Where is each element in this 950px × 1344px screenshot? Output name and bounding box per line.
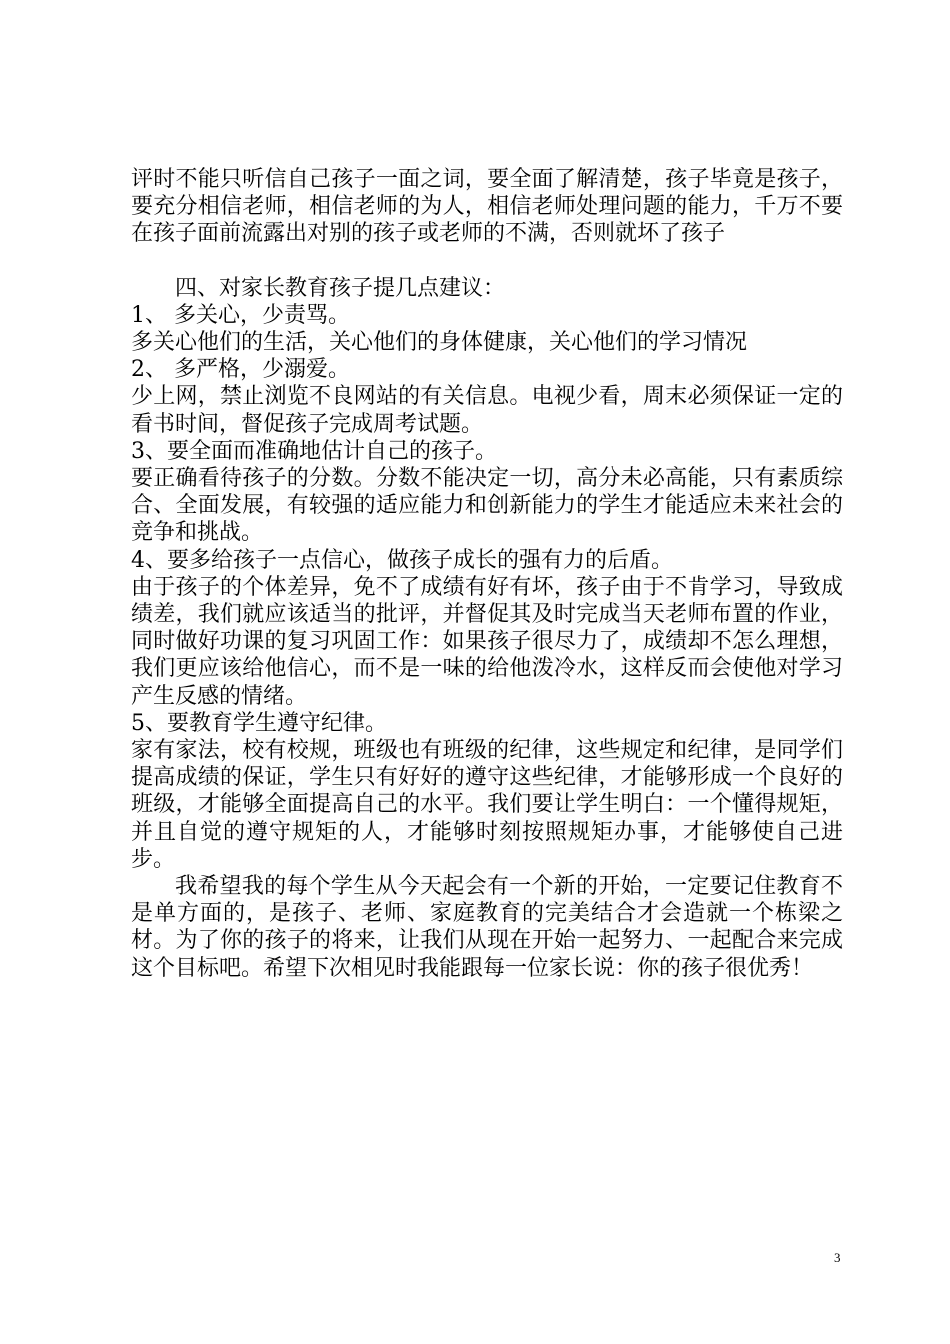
suggestion-heading-2: 2、 多严格，少溺爱。	[131, 357, 350, 383]
suggestion-heading-3: 3、要全面而准确地估计自己的孩子。	[131, 438, 497, 464]
paragraph-continuation: 评时不能只听信自己孩子一面之词，要全面了解清楚，孩子毕竟是孩子，要充分相信老师，相信老师的为人，相信老师处理问题的能力，千万不要在孩子面前流露出对别的孩子或老师的不满，否则就坏了孩子	[131, 167, 843, 247]
suggestion-heading-4: 4、要多给孩子一点信心，做孩子成长的强有力的后盾。	[131, 547, 673, 573]
suggestion-heading-5: 5、要教育学生遵守纪律。	[131, 710, 387, 736]
closing-paragraph: 我希望我的每个学生从今天起会有一个新的开始，一定要记住教育不是单方面的，是孩子、老师、家庭教育的完美结合才会造就一个栋梁之材。为了你的孩子的将来，让我们从现在开始一起努力、一起配合来完成这个目标吧。希望下次相见时我能跟每一位家长说：你的孩子很优秀！	[131, 874, 843, 981]
suggestion-body-1: 多关心他们的生活，关心他们的身体健康，关心他们的学习情况	[131, 330, 748, 356]
suggestion-body-5: 家有家法，校有校规，班级也有班级的纪律，这些规定和纪律，是同学们提高成绩的保证，学生只有好好的遵守这些纪律，才能够形成一个良好的班级，才能够全面提高自己的水平。我们要让学生明白：一个懂得规矩，并且自觉的遵守规矩的人，才能够时刻按照规矩办事，才能够使自己进步。	[131, 738, 843, 872]
blank-line	[131, 248, 843, 275]
suggestion-body-2: 少上网，禁止浏览不良网站的有关信息。电视少看，周末必须保证一定的看书时间，督促孩子完成周考试题。	[131, 384, 843, 437]
section-heading: 四、对家长教育孩子提几点建议：	[175, 275, 506, 301]
page-number: 3	[834, 1250, 841, 1265]
document-body	[131, 166, 843, 982]
suggestion-body-3: 要正确看待孩子的分数。分数不能决定一切，高分未必高能，只有素质综合、全面发展，有较强的适应能力和创新能力的学生才能适应未来社会的竞争和挑战。	[131, 466, 843, 546]
suggestion-body-4: 由于孩子的个体差异，免不了成绩有好有坏，孩子由于不肯学习，导致成绩差，我们就应该适当的批评，并督促其及时完成当天老师布置的作业，同时做好功课的复习巩固工作：如果孩子很尽力了，成绩却不怎么理想，我们更应该给他信心，而不是一味的给他泼冷水，这样反而会使他对学习产生反感的情绪。	[131, 574, 843, 709]
suggestion-heading-1: 1、 多关心，少责骂。	[131, 302, 350, 328]
